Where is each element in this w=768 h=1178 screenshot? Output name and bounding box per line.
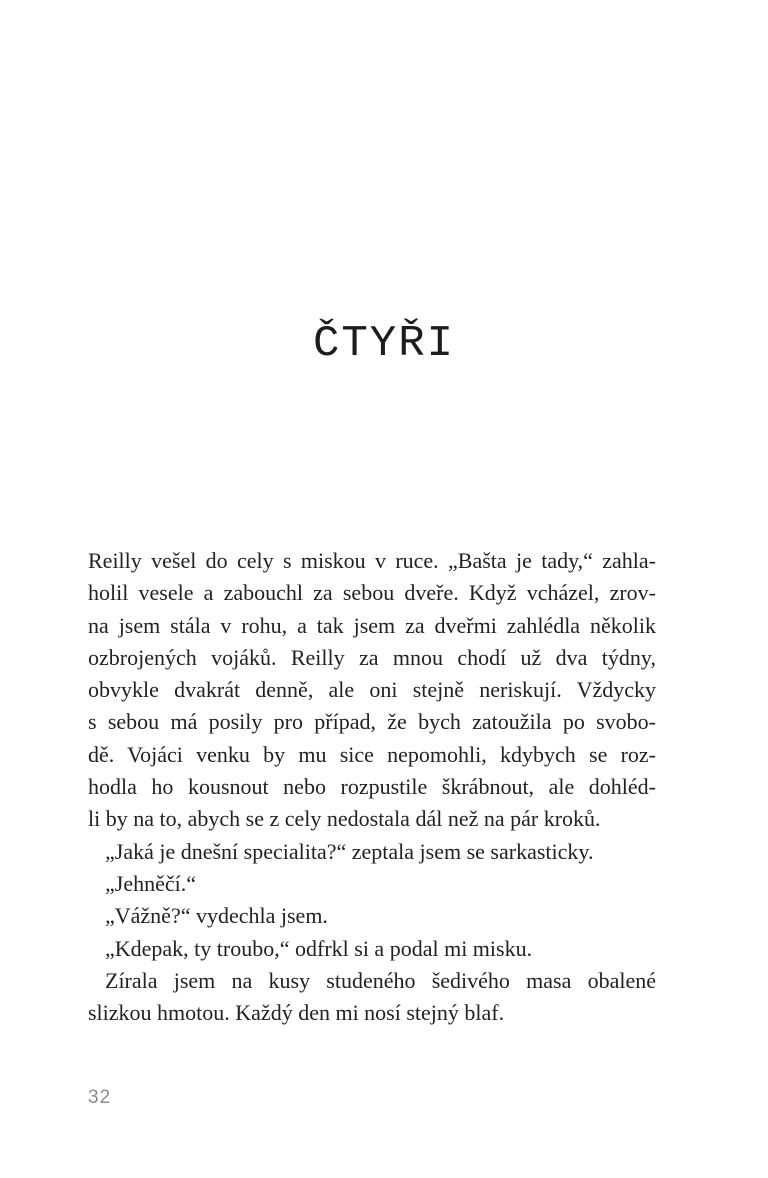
text-line: li by na to, abych se z cely nedostala dál než na pár kroků. [88, 806, 601, 832]
text-line: „Jehněčí.“ [105, 870, 196, 896]
text-line: s sebou má posily pro případ, že bych zatoužila po svobo- [88, 709, 656, 735]
text-line: na jsem stála v rohu, a tak jsem za dveřmi zahlédla několik [88, 612, 656, 638]
text-line: „Vážně?“ vydechla jsem. [105, 903, 328, 929]
page-number: 32 [88, 1087, 112, 1108]
text-line: slizkou hmotou. Každý den mi nosí stejný blaf. [88, 1000, 505, 1026]
text-line: dě. Vojáci venku by mu sice nepomohli, kdybych se roz- [88, 741, 656, 767]
text-line: holil vesele a zabouchl za sebou dveře. Když vcházel, zrov- [88, 580, 656, 606]
text-line: Zírala jsem na kusy studeného šedivého masa obalené [105, 967, 656, 993]
body-text [88, 545, 656, 1029]
chapter-title: ČTYŘI [312, 319, 456, 369]
text-line: „Jaká je dnešní specialita?“ zeptala jsem se sarkasticky. [105, 838, 594, 864]
text-line: hodla ho kousnout nebo rozpustile škrábnout, ale dohléd- [88, 774, 656, 800]
text-line: ozbrojených vojáků. Reilly za mnou chodí už dva týdny, [88, 644, 656, 670]
text-line: Reilly vešel do cely s miskou v ruce. „Bašta je tady,“ zahla- [88, 548, 656, 573]
text-line: „Kdepak, ty troubo,“ odfrkl si a podal mi misku. [105, 935, 533, 961]
text-line: obvykle dvakrát denně, ale oni stejně neriskují. Vždycky [88, 677, 656, 703]
